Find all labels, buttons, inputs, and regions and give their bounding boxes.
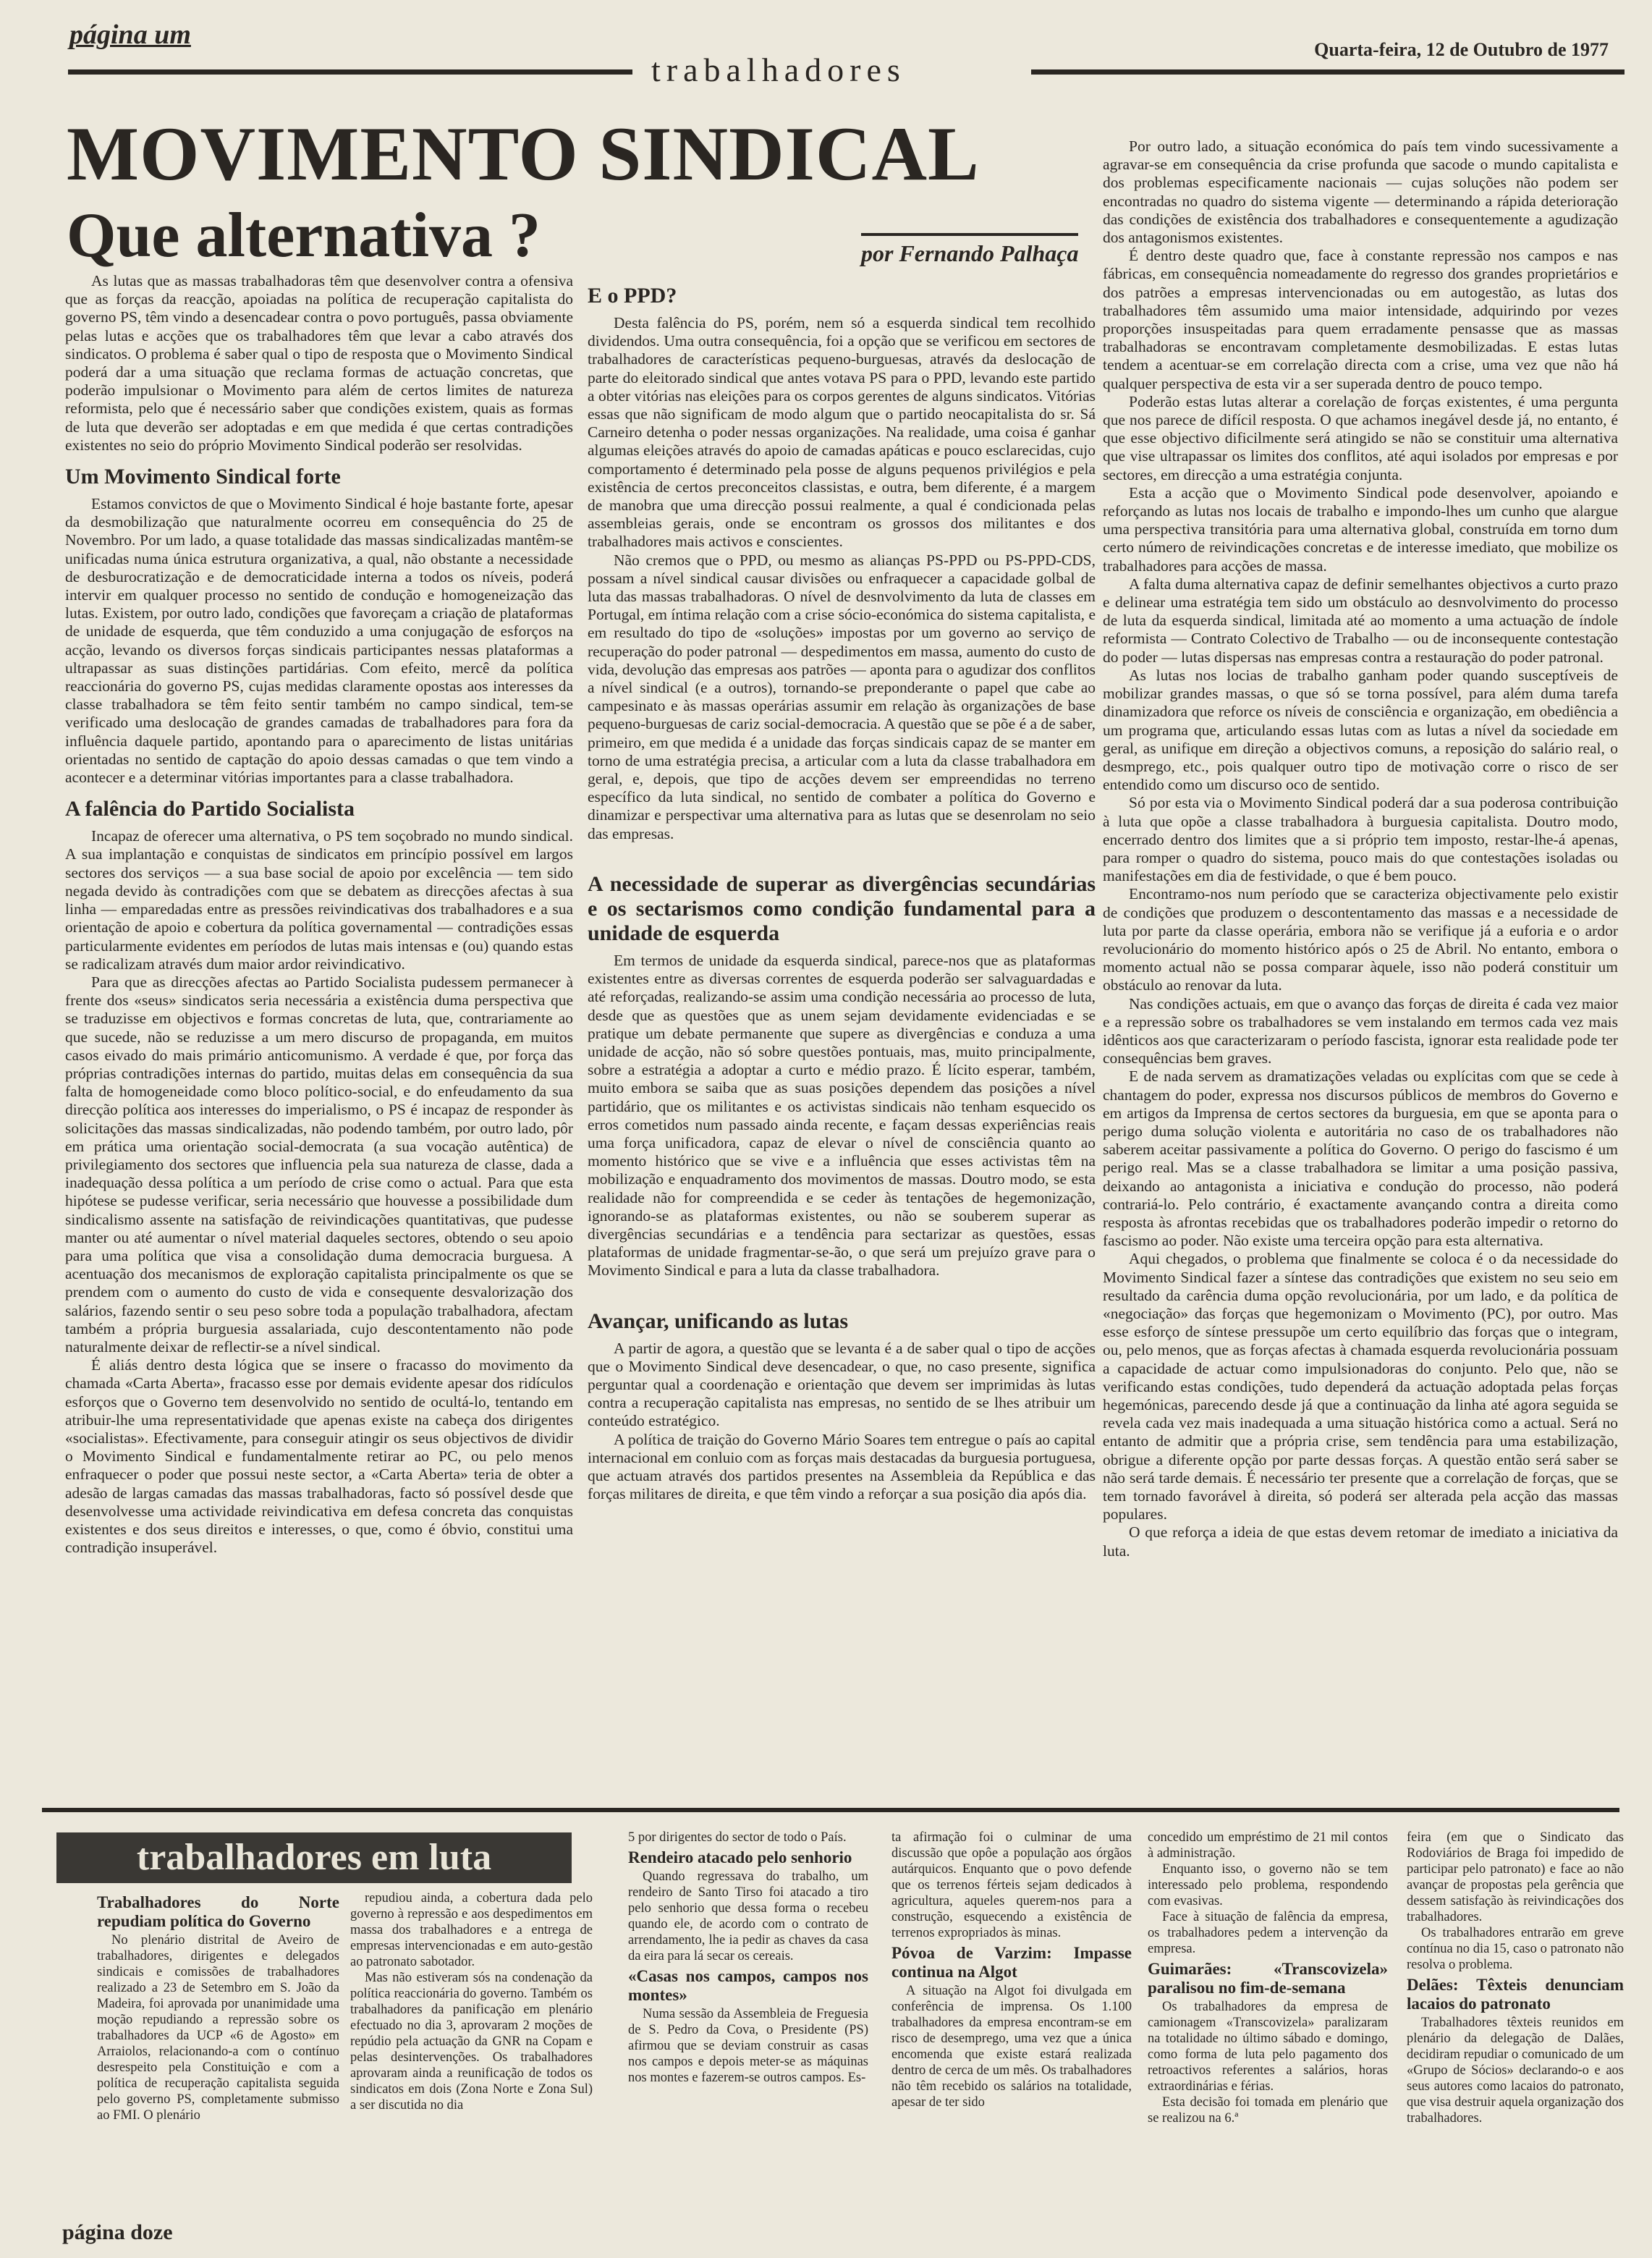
- news-paragraph: Trabalhadores têxteis reunidos em plenário da delegação de Dalães, decidiram repudiar o comunicado de um «Grupo de Sócios» declarando-o e aos seus autores como lacaios do patronato, que visa destruir aquela organização dos trabalhadores.: [1407, 2016, 1624, 2126]
- byline: por Fernando Palhaça: [861, 233, 1078, 267]
- news-paragraph: Os trabalhadores da empresa de camionagem «Transcovizela» paralizaram na totalidade no último sábado e domingo, como forma de luta pelo pagamento dos retroactivos referentes a salários, horas extraordinárias e férias.: [1148, 2000, 1388, 2094]
- news-heading: «Casas nos campos, campos nos montes»: [628, 1967, 868, 2004]
- article-column-1: [65, 272, 573, 1557]
- paragraph: Por outro lado, a situação económica do país tem vindo sucessivamente a agravar-se em consequência da crise profunda que sacode o mundo capitalista e dos problemas especificamente nacionais — cujas soluções não podem ser encontradas no quadro do sistema vigente — determinando a rápida deterioração das condições de existência dos trabalhadores e consequentemente a agudização dos antagonismos existentes.: [1103, 138, 1618, 247]
- paragraph: Nas condições actuais, em que o avanço das forças de direita é cada vez maior e a repressão sobre os trabalhadores se vem instalando em termos cada vez mais idênticos aos que caracterizaram o período fascista, ignorar esta realidade pode ter consequências bem graves.: [1103, 994, 1618, 1067]
- section-heading: A falência do Partido Socialista: [65, 797, 355, 821]
- paragraph: Só por esta via o Movimento Sindical poderá dar a sua poderosa contribuição à luta que opõe a classe trabalhadora à burguesia capitalista. Doutro modo, encerrado dentro dos limites que a si próprio tem imposto, restar-lhe-á apenas, para romper o quadro do sistema, pouco mais do que contestações isoladas ou manifestações em dia de festividade, o que é bem pouco.: [1103, 794, 1618, 885]
- news-heading: Guimarães: «Transcovizela» paralisou no fim-de-semana: [1148, 1960, 1388, 1997]
- paragraph: Estamos convictos de que o Movimento Sindical é hoje bastante forte, apesar da desmobilização que naturalmente ocorreu em consequência do 25 de Novembro. Por um lado, a quase totalidade das massas sindicalizadas mantêm-se unificadas numa única estrutura organizativa, a qual, não obstante a necessidade de desburocratização e de democraticidade interna a todos os níveis, poderá intervir em qualquer processo no sentido de condução e homogeneização das lutas. Existem, por outro lado, condições que favoreçam a criação de plataformas de unidade de esquerda, que têm conduzido a uma conjugação de esforços na acção, levando os diversos forças sindicais participantes nessas plataformas a ultrapassar as suas distinções partidárias. Com efeito, mercê da política reaccionária do governo PS, cujas medidas claramente opostas aos interesses da classe trabalhadora se têm feito sentir também no campo sindical, tem-se verificado uma deslocação de grandes camadas de trabalhadores para fora da influência daquele partido, apontando para o aparecimento de listas unitárias orientadas no sentido de captação do apoio dessas camadas o que tem vindo a acontecer e a determinar vitórias importantes para a classe trabalhadora.: [65, 495, 573, 787]
- news-heading: Rendeiro atacado pelo senhorio: [628, 1848, 852, 1866]
- news-paragraph: Esta decisão foi tomada em plenário que se realizou na 6.ª: [1148, 2095, 1388, 2126]
- news-paragraph: Mas não estiveram sós na condenação da política reaccionária do governo. Também os trabalhadores da panificação em plenário efectuado no dia 3, aprovaram 2 moções de repúdio pela actuação da GNR na Copam e pelas desintervenções. Os trabalhadores aprovaram ainda a reunificação de todos os sindicatos em dois (Zona Norte e Zona Sul) a ser discutida no dia: [350, 1971, 593, 2113]
- article-column-3: [1103, 138, 1618, 1560]
- paragraph: Esta a acção que o Movimento Sindical pode desenvolver, apoiando e reforçando as lutas nos locais de trabalho e impondo-lhes um cunho que alargue uma perspectiva transitória para uma alternativa global, construída em torno dum certo número de reivindicações concretas e de interesse imediato, que mobilize os trabalhadores para acções de massa.: [1103, 483, 1618, 575]
- box-column-1: [97, 1890, 339, 2123]
- news-paragraph: Os trabalhadores entrarão em greve contínua no dia 15, caso o patronato não resolva o problema.: [1407, 1926, 1624, 1972]
- box-column-4: [891, 1830, 1132, 2110]
- news-paragraph: Face à situação de falência da empresa, os trabalhadores pedem a intervenção da empresa.: [1148, 1910, 1388, 1956]
- news-paragraph: Numa sessão da Assembleia de Freguesia de S. Pedro da Cova, o Presidente (PS) afirmou que se deviam construir as casas nos campos e depois meter-se as máquinas nos montes e fazerem-se outros campos. Es-: [628, 2007, 868, 2085]
- paragraph: É dentro deste quadro que, face à constante repressão nos campos e nas fábricas, em consequência nomeadamente do regresso dos grandes proprietários e dos patrões a empresas intervencionadas ou em autogestão, as lutas dos trabalhadores têm assumido uma maior intensidade, adquirindo por vezes proporções insuspeitadas para quem erradamente pensasse que as massas trabalhadoras se encontravam completamente desmobilizadas. E estas lutas tendem a acentuar-se em correlação directa com a crise, uma vez que não há qualquer perspectiva de esta vir a ser superada dentro de pouco tempo.: [1103, 247, 1618, 392]
- paragraph: A falta duma alternativa capaz de definir semelhantes objectivos a curto prazo e delinear uma estratégia tem sido um obstáculo ao desnvolvimento do processo de luta da esquerda sindical, limitada até ao momento a uma actuação de índole reformista — Contrato Colectivo de Trabalho — ou de inconsequente contestação do poder — lutas dispersas nas empresas contra a restauração do poder patronal.: [1103, 575, 1618, 666]
- paragraph: Incapaz de oferecer uma alternativa, o PS tem soçobrado no mundo sindical. A sua implantação e conquistas de sindicatos em princípio possível em largos sectores dos serviços — a sua base social de apoio por excelência — tem sido negada devido às contradições com que se debatem as direcções afectas à sua linha — emparedadas entre as pressões reivindicativas dos trabalhadores e a sua orientação de apoio e cobertura da política governamental — contradições essas particularmente evidentes em períodos de lutas mais intensas e (ou) quando estas se radicalizam através dum maior ardor reivindicativo.: [65, 827, 573, 973]
- paragraph: Para que as direcções afectas ao Partido Socialista pudessem permanecer à frente dos «seus» sindicatos seria necessária a existência duma perspectiva que se traduzisse em objectivos e formas concretas de luta, que, contrariamente ao que sucede, não se reduzisse a um mero discurso de propaganda, em muitos casos eivado do mais primário anticomunismo. A verdade é que, por força das próprias contradições internas do partido, muitas delas em consequência da sua falta de homogeneidade como bloco político-social, e do enfeudamento da sua direcção política aos interesses do imperialismo, o PS é incapaz de responder às solicitações das massas sindicalizadas, não podendo também, por outro lado, pôr em prática uma orientação social-democrata (a sua vocação autêntica) de privilegiamento dos sectores que influencia pela sua natureza de classe, dada a inadequação dessa política a um período de crise como o actual. Para que esta hipótese se pudesse verificar, seria necessário que houvesse a possibilidade dum sindicalismo assente na satisfação de reivindicações quantitativas, que pudesse manter ou até aumentar o nível material daqueles sectores, obtendo o seu apoio para uma política que visa a consolidação duma democracia burguesa. A acentuação dos mecanismos de exploração capitalista principalmente os que se prendem com o aumento do custo de vida e consequente desvalorização dos salários, fazendo sentir o seu peso sobre toda a população trabalhadora, afectam também a própria burguesia assalariada, cujo descontentamento não pode naturalmente deixar de reflectir-se a nível sindical.: [65, 973, 573, 1356]
- section-heading: E o PPD?: [588, 284, 677, 308]
- paragraph: Em termos de unidade da esquerda sindical, parece-nos que as plataformas existentes entre as diversas correntes de esquerda poderão ser salvaguardadas e até reforçadas, realizando-se assim uma condição necessária ao processo de luta, desde que as questões que as unem sejam devidamente evidenciadas e se pratique um debate permanente que supere as divergências e conduza a uma unidade de acção, não só sobre questões pontuais, mas, muito principalmente, sobre a estratégia a adoptar a curto e médio prazo. É lícito esperar, também, muito embora se saiba que as suas posições dependem das posições a nível partidário, que os militantes e os activistas sindicais não tenham esquecido os erros cometidos num passado ainda recente, e façam dessas experiências reais uma força unificadora, capaz de elevar o nível de consciência quanto ao momento histórico que se vive e a influência que esses activistas têm na mobilização e enquadramento dos movimentos de massas. Doutro modo, se esta realidade não for compreendida e se ceder às tentações de hegemonização, ignorando-se as plataformas existentes, ou não se souberem superar as divergências secundárias e a tendência para sectarizar as questões, essas plataformas de unidade fragmentar-se-ão, o que será um prejuízo grave para o Movimento Sindical e para a luta da classe trabalhadora.: [588, 951, 1096, 1280]
- news-box-title: trabalhadores em luta: [56, 1832, 572, 1883]
- box-column-2: [350, 1890, 593, 2113]
- article-title: MOVIMENTO SINDICAL: [67, 111, 980, 196]
- paragraph: Poderão estas lutas alterar a corelação de forças existentes, é uma pergunta que nos parece de difícil resposta. O que achamos inegável desde já, no entanto, é que esse objectivo dificilmente será atingido se não se constituir uma alternativa que vise ultrapassar os limites dos conflitos, até aqui isolados por empresas e por sectores, em direcção a uma estratégia conjunta.: [1103, 392, 1618, 483]
- news-heading: Delães: Têxteis denunciam lacaios do patronato: [1407, 1976, 1624, 2013]
- news-paragraph: feira (em que o Sindicato das Rodoviários de Braga foi impedido de participar pelo patronato) e face ao não avançar de propostas pela gerência que dessem satisfação às reivindicações dos trabalhadores.: [1407, 1830, 1624, 1924]
- news-heading: Trabalhadores do Norte repudiam política do Governo: [97, 1893, 339, 1930]
- paragraph: A partir de agora, a questão que se levanta é a de saber qual o tipo de acções que o Movimento Sindical deve desencadear, o que, no caso presente, significa perguntar qual a coordenação e orientação que devem ser imprimidas às lutas contra a recuperação capitalista nas empresas, no sentido de se lhes atribuir um conteúdo estratégico.: [588, 1339, 1096, 1430]
- paragraph: É aliás dentro desta lógica que se insere o fracasso do movimento da chamada «Carta Aberta», fracasso esse por demais evidente apesar dos ridículos esforços que o Governo tem desenvolvido no sentido de ocultá-lo, tentando em atribuir-lhe uma representatividade que apenas existe na cabeça dos dirigentes «socialistas». Efectivamente, para conseguir atingir os seus objectivos de dividir o Movimento Sindical e fundamentalmente retirar ao PC, ou pelo menos enfraquecer o poder que possui neste sector, a «Carta Aberta» teria de obter a adesão de largas camadas das massas trabalhadoras, facto só possível desde que desenvolvesse uma actividade reivindicativa em defesa concreta das conquistas existentes e dos seus direitos e interesses, o que, como é óbvio, constitui uma contradição insuperável.: [65, 1356, 573, 1557]
- news-paragraph: ta afirmação foi o culminar de uma discussão que opôe a população aos órgãos autárquicos. Enquanto que o povo defende que os terrenos férteis sejam dedicados à agricultura, aqueles querem-nos para a construção, esquecendo a existência de terrenos expropriados às minas.: [891, 1830, 1132, 1940]
- issue-date: Quarta-feira, 12 de Outubro de 1977: [1314, 39, 1609, 60]
- news-paragraph: Quando regressava do trabalho, um rendeiro de Santo Tirso foi atacado a tiro pelo senhorio que dessa forma o recebeu quando ele, de acordo com o contrato de arrendamento, lhe ia pedir as chaves da casa da eira para lá secar os cereais.: [628, 1869, 868, 1963]
- paragraph: E de nada servem as dramatizações veladas ou explícitas com que se cede à chantagem do poder, expressa nos discursos públicos de membros do Governo e em artigos da Imprensa de certos sectores da burguesia, em que se aponta para o perigo duma solução violenta e autoritária no caso de os trabalhadores não saberem aceitar passivamente a política do Governo. O perigo do fascismo é um perigo real. Mas se a classe trabalhadora se limitar a uma posição passiva, deixando ao antagonista a iniciativa e condução do processo, não poderá contrariá-lo. Pelo contrário, é exactamente avançando contra a direita como resposta às afrontas recebidas que os trabalhadores poderão impedir o retorno do fascismo ao poder. Não existe uma terceira opção para esta alternativa.: [1103, 1067, 1618, 1250]
- news-paragraph: No plenário distrital de Aveiro de trabalhadores, dirigentes e delegados sindicais e comissões de trabalhadores realizado a 23 de Setembro em S. João da Madeira, foi aprovada por unanimidade uma moção repudiando a repressão sobre os trabalhadores da UCP «6 de Agosto» em Arraiolos, relacionando-a com o contínuo desrespeito pela Constituição e com a política de recuperação capitalista seguida pelo governo PS, completamente submisso ao FMI. O plenário: [97, 1933, 339, 2123]
- news-paragraph: Enquanto isso, o governo não se tem interessado pelo problema, respondendo com evasivas.: [1148, 1862, 1388, 1908]
- paragraph: Desta falência do PS, porém, nem só a esquerda sindical tem recolhido dividendos. Uma outra consequência, foi a opção que se verificou em sectores de trabalhadores de características pequeno-burguesas, através da deslocação de parte do eleitorado sindical que antes votava PS para o PPD, levando este partido a obter vitórias nas eleições para os corpos gerentes de alguns sindicatos. Vitórias essas que não significam de modo algum que o partido neocapitalista do sr. Sá Carneiro detenha o poder nessas organizações. Na realidade, uma coisa é ganhar algumas eleições através do apoio de camadas apáticas e pouco esclarecidas, cujo comportamento é determinado pela posse de alguns pequenos privilégios e pela existência de certos preconceitos classistas, e outra, bem diferente, é a margem de manobra que uma direcção possui realmente, a qual é condicionada pelas assembleias gerais, onde se encontram os grossos dos militantes e dos trabalhadores mais activos e conscientes.: [588, 314, 1096, 551]
- page-marker-top: página um: [69, 20, 191, 50]
- section-heading: Um Movimento Sindical forte: [65, 465, 341, 489]
- paragraph: A política de traição do Governo Mário Soares tem entregue o país ao capital internacional em conluio com as forças mais destacadas da burguesia portuguesa, que actuam através dos partidos presentes na Assembleia da República e das forças militares de direita, e que têm vindo a reforçar a sua posição dia após dia.: [588, 1430, 1096, 1503]
- paragraph: Encontramo-nos num período que se caracteriza objectivamente pelo existir de condições que produzem o descontentamento das massas e a necessidade de luta por parte da classe operária, embora não se verifique já a euforia e o ardor revolucionário do momento histórico após o 25 de Abril. No entanto, embora o momento actual não se possa comparar àquele, isso não poderá constituir um obstáculo ao renovar da luta.: [1103, 885, 1618, 994]
- box-column-3: [628, 1830, 868, 2086]
- paragraph: As lutas nos locias de trabalho ganham poder quando susceptíveis de mobilizar grandes massas, o que só se torna possível, para além duma tarefa dinamizadora que reforce os níveis de consciência e organização, em obediência a um programa que, articulando essas lutas com as lutas a nível da sociedade em geral, as unifique em direção a objectivos comuns, a reposição do salário real, o desmprego, etc., pois qualquer outro tipo de motivação corre o risco de ser entendido como um discurso oco de sentido.: [1103, 666, 1618, 794]
- news-paragraph: 5 por dirigentes do sector de todo o País.: [628, 1830, 847, 1845]
- news-paragraph: repudiou ainda, a cobertura dada pelo governo à repressão e aos despedimentos em massa dos trabalhadores e a entrega de empresas intervencionadas e em auto-gestão ao patronato sabotador.: [350, 1891, 593, 1969]
- box-column-6: [1407, 1830, 1624, 2126]
- section-title: trabalhadores: [651, 51, 906, 88]
- paragraph: As lutas que as massas trabalhadoras têm que desenvolver contra a ofensiva que as forças da reacção, apoiadas na política de recuperação capitalista do governo PS, têm vindo a desencadear contra o povo português, passa obviamente pelas lutas e acções que os trabalhadores têm que levar a cabo através dos sindicatos. O problema é saber qual o tipo de resposta que o Movimento Sindical poderá dar a uma situação que reclama formas de actuação concretas, que poderão impulsionar o Movimento para além de certos limites de natureza reformista, pelo que é necessário saber que condições existem, quais as formas de luta que deverão ser adoptadas e em que medida é que certas contradições existentes no seio do próprio Movimento Sindical poderão ser resolvidas.: [65, 272, 573, 454]
- box-column-5: [1148, 1830, 1388, 2126]
- section-heading: Avançar, unificando as lutas: [588, 1308, 849, 1333]
- paragraph: O que reforça a ideia de que estas devem retomar de imediato a iniciativa da luta.: [1103, 1523, 1618, 1560]
- news-paragraph: A situação na Algot foi divulgada em conferência de imprensa. Os 1.100 trabalhadores da empresa encontram-se em risco de desemprego, uma vez que a única encomenda que existe estará realizada dentro de cerca de um mês. Os trabalhadores não têm recebido os salários na totalidade, apesar de ter sido: [891, 1984, 1132, 2110]
- article-column-2: [588, 284, 1096, 1503]
- header-rule-right: [1031, 69, 1625, 75]
- paragraph: Não cremos que o PPD, ou mesmo as alianças PS-PPD ou PS-PPD-CDS, possam a nível sindical causar divisões ou enfraquecer a capacidade golbal de luta das massas trabalhadoras. O nível de desnvolvimento da luta de classes em Portugal, em íntima relação com a crise sócio-económica do sistema capitalista, e em resultado do tipo de «soluções» impostas por um governo ao serviço de recuperação do poder patronal — despedimentos em massa, aumento do custo de vida, devolução das empresas aos patrões — aponta para o agudizar dos conflitos a nível sindical (e a outros), tornando-se preponderante o papel que cabe ao campesinato e às massas operárias assumir em relação às organizações de base pequeno-burguesas de cariz social-democracia. A questão que se põe é a de saber, primeiro, em que medida é a unidade das forças sindicais capaz de se manter em torno de uma estratégia precisa, a articular com a luta da classe trabalhadora em geral, e, depois, que tipo de acções devem ser empreendidas no terreno específico da luta sindical, no sentido de combater a política do Governo e dinamizar e perspectivar uma alternativa para as lutas que se desenrolam no seio das empresas.: [588, 551, 1096, 842]
- news-paragraph: concedido um empréstimo de 21 mil contos à administração.: [1148, 1830, 1388, 1861]
- news-heading: Póvoa de Varzim: Impasse continua na Algot: [891, 1944, 1132, 1981]
- section-heading: A necessidade de superar as divergências secundárias e os sectarismos como condição fundamental para a unidade de esquerda: [588, 871, 1096, 945]
- page-footer: página doze: [62, 2220, 173, 2244]
- paragraph: Aqui chegados, o problema que finalmente se coloca é o da necessidade do Movimento Sindical fazer a síntese das contradições que existem no seu seio em resultado da carência duma opção revolucionária, por um lado, e da política de «negociação» das forças que hegemonizam o Movimento (PC), por outro. Mas esse esforço de síntese pressupõe um certo equilíbrio das forças que o integram, ou, pelo menos, que as forças afectas à chamada esquerda revolucionária possuam a capacidade de actuar como impulsionadoras do conjunto. Pelo que, não se verificando estas condições, tudo dependerá da actuação adoptada pelas forças hegemónicas, parecendo desde já que a continuação da linha até agora seguida se revela cada vez mais inadequada a uma situação histórica como a actual. Será no entanto de admitir que a própria crise, sem tendência para uma estabilização, obrigue a diferente opção por parte dessas forças. A questão então será saber se não será tarde demais. É necessário ter presente que a correlação de forças, que se tem tornado favorável à direita, só poderá ser alterada pela acção das massas populares.: [1103, 1250, 1618, 1523]
- header-rule-left: [68, 69, 632, 75]
- article-subtitle: Que alternativa ?: [67, 200, 541, 271]
